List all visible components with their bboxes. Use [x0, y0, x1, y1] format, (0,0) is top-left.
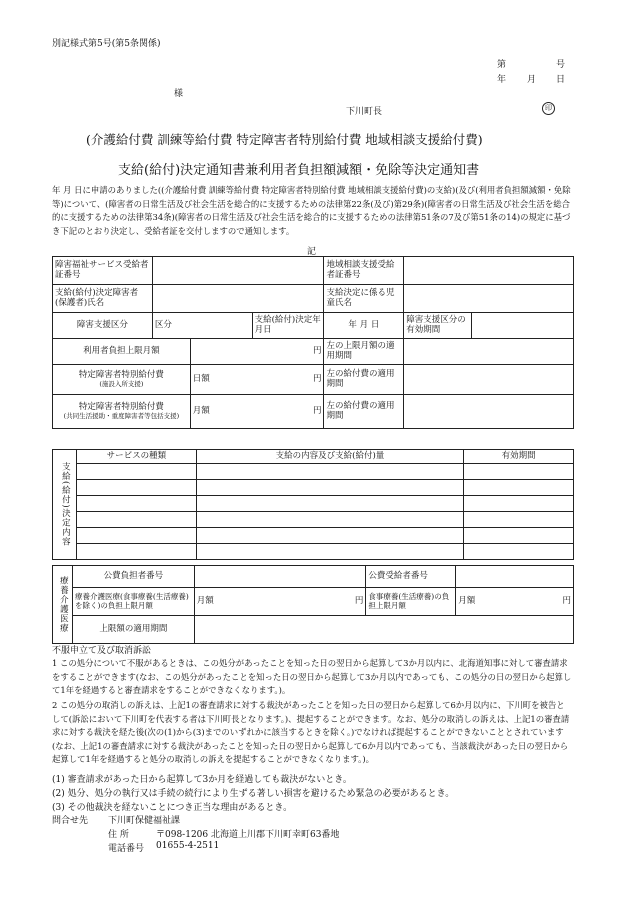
monthly-field[interactable] [190, 395, 324, 429]
col-valid-period: 有効期間 [464, 450, 574, 464]
note-item-1: (1) 審査請求があった日から起算して3か月を経過しても裁決がないとき。 [52, 775, 352, 785]
meal-monthly: 月額 [458, 595, 476, 606]
col-service-content: 支給の内容及び支給(給付)量 [196, 450, 463, 464]
cap-period-label: 左の上限月額の適用期間 [324, 339, 404, 365]
service-row[interactable] [76, 528, 196, 544]
decision-table [52, 256, 574, 429]
addressee-suffix: 様 [174, 89, 184, 99]
medical-cap-field[interactable] [194, 588, 366, 616]
meal-yen: 円 [562, 595, 571, 606]
daily-field[interactable] [190, 365, 324, 395]
service-cell[interactable] [464, 544, 574, 560]
form-number: 別記様式第5号(第5条関係) [52, 39, 161, 49]
contact-dept: 下川町保健福祉課 [108, 816, 181, 826]
date-year: 年 [497, 75, 507, 85]
issuer: 下川町長 [346, 107, 383, 117]
ki-label: 記 [307, 247, 317, 257]
disability-class-label: 障害支援区分 [53, 313, 153, 339]
benefit-period-label: 左の給付費の適用期間 [324, 365, 404, 395]
medical-monthly: 月額 [196, 595, 214, 606]
medical-cap-label: 療養介護医療(食事療養(生活療養)を除く)の負担上限月額 [72, 588, 194, 616]
service-cell[interactable] [196, 464, 463, 480]
decision-content-side: 支給(給付)決定内容 [53, 450, 77, 560]
contact-tel: 01655-4-2511 [156, 841, 220, 851]
recipient-no-label-2: 公費受給者番号 [366, 566, 456, 588]
valid-period-label: 障害支援区分の有効期間 [404, 313, 472, 339]
cap-label: 利用者負担上限月額 [53, 339, 191, 365]
page-title: 支給(給付)決定通知書兼利用者負担額減額・免除等決定通知書 [118, 163, 480, 178]
service-cell[interactable] [196, 496, 463, 512]
child-name-label: 支給決定に係る児童氏名 [324, 285, 404, 313]
special-benefit2-label: 特定障害者特別給付費 (共同生活援助・重度障害者等包括支援) [53, 395, 191, 429]
recipient-no-boxes[interactable] [152, 257, 324, 285]
recipient-no-label: 障害福祉サービス受給者証番号 [53, 257, 153, 285]
medical-yen: 円 [354, 595, 364, 606]
special-benefit-label: 特定障害者特別給付費 (施設入所支援) [53, 365, 191, 395]
payer-no-boxes[interactable] [194, 566, 366, 588]
col-service-type: サービスの種類 [76, 450, 196, 464]
limit-period-field[interactable] [194, 616, 573, 644]
monthly-label: 月額 [192, 405, 210, 416]
service-row[interactable] [76, 512, 196, 528]
limit-period-label: 上限額の適用期間 [72, 616, 194, 644]
meal-cap-label: 食事療養(生活療養)の負担上限月額 [366, 588, 456, 616]
date-day: 日 [556, 75, 566, 85]
community-no-boxes[interactable] [404, 257, 574, 285]
service-row[interactable] [76, 496, 196, 512]
service-cell[interactable] [196, 480, 463, 496]
cap-period-field[interactable] [404, 339, 574, 365]
benefit-period2-label: 左の給付費の適用期間 [324, 395, 404, 429]
medical-table [52, 565, 574, 644]
date-month: 月 [527, 75, 537, 85]
contact-tel-label: 電話番号 [108, 844, 145, 854]
contact-label: 問合せ先 [52, 816, 89, 826]
contact-address-label: 住 所 [108, 830, 129, 840]
note-1: 1 この処分について不服があるときは、この処分があったことを知った日の翌日から起算して3か月以内に、北海道知事に対して審査請求をすることができます(なお、この処分があったことを知った日の翌日から起算して3か月以内であっても、この処分の日の翌日から起算して1年を経過すると審査請求をすることができなくなります。)。 [52, 658, 572, 696]
service-table [52, 449, 574, 560]
service-cell[interactable] [196, 512, 463, 528]
service-row[interactable] [76, 464, 196, 480]
class-label: 区分 [154, 319, 172, 330]
number-suffix: 号 [556, 60, 566, 70]
benefit-period-field[interactable] [404, 365, 574, 395]
monthly-yen: 円 [312, 405, 322, 416]
community-no-label: 地域相談支援受給者証番号 [324, 257, 404, 285]
decision-date-label: 支給(給付)決定年月日 [252, 313, 324, 339]
person-name-field[interactable] [152, 285, 324, 313]
recipient-no-boxes-2[interactable] [456, 566, 574, 588]
cap-yen: 円 [312, 345, 322, 356]
note-item-2: (2) 処分、処分の執行又は手続の続行により生ずる著しい損害を避けるため緊急の必要があるとき。 [52, 789, 455, 799]
child-name-field[interactable] [404, 285, 574, 313]
note-2: 2 この処分の取消しの訴えは、上記1の審査請求に対する裁決があったことを知った日の翌日から起算して6か月以内に、下川町を被告として(訴訟において下川町を代表する者は下川町長となります。)、提起することができます。なお、処分の取消しの訴えは、上記1の審査請求に対する裁決を経た後(次の(1)から(3)までのいずれかに該当するときを除く。)でなければ提起することができないこととされています(なお、上記1の審査請求に対する裁決があったことを知った日の翌日から起算して6か月以内であっても、当該裁決があった日の翌日から起算して1年を経過すると処分の取消しの訴えを提起することができなくなります。)。 [52, 700, 570, 765]
intro-paragraph: 年 月 日に申請のありました((介護給付費 訓練等給付費 特定障害者特別給付費 地域相談支援給付費)の支給)(及び(利用者負担額減額・免除等)について、(障害者の日常生活及び社会生活を総合的に支援するための法律第22条(及び)第29条)(障害者の日常生活及び社会生活を総合的に支援するための法律第34条)(障害者の日常生活及び社会生活を総合的に支援するための法律第51条の7及び第51条の14)の規定に基づき下記のとおり決定し、受給者証を交付しますので通知します。 [52, 185, 571, 236]
cap-field[interactable] [190, 339, 324, 365]
service-cell[interactable] [464, 512, 574, 528]
valid-period-field[interactable] [472, 313, 574, 339]
subtitle: (介護給付費 訓練等給付費 特定障害者特別給付費 地域相談支援給付費) [86, 132, 483, 147]
notes-heading: 不服申立て及び取消訴訟 [52, 646, 152, 656]
note-item-3: (3) その他裁決を経ないことにつき正当な理由があるとき。 [52, 803, 293, 813]
medical-side: 療養介護医療 [53, 566, 73, 644]
daily-yen: 円 [312, 373, 322, 384]
payer-no-label: 公費負担者番号 [72, 566, 194, 588]
meal-cap-field[interactable] [456, 588, 574, 616]
person-name-label: 支給(給付)決定障害者(保護者)氏名 [53, 285, 153, 313]
daily-label: 日額 [192, 373, 210, 384]
benefit-period2-field[interactable] [404, 395, 574, 429]
contact-address: 〒098-1206 北海道上川郡下川町幸町63番地 [156, 830, 340, 840]
service-cell[interactable] [464, 480, 574, 496]
service-cell[interactable] [464, 464, 574, 480]
service-cell[interactable] [464, 496, 574, 512]
service-cell[interactable] [464, 528, 574, 544]
class-field[interactable] [152, 313, 252, 339]
service-row[interactable] [76, 480, 196, 496]
service-row[interactable] [76, 544, 196, 560]
decision-date-field[interactable]: 年 月 日 [324, 313, 404, 339]
service-cell[interactable] [196, 528, 463, 544]
number-label: 第 [497, 60, 507, 70]
seal-mark: 印 [542, 102, 555, 115]
service-cell[interactable] [196, 544, 463, 560]
